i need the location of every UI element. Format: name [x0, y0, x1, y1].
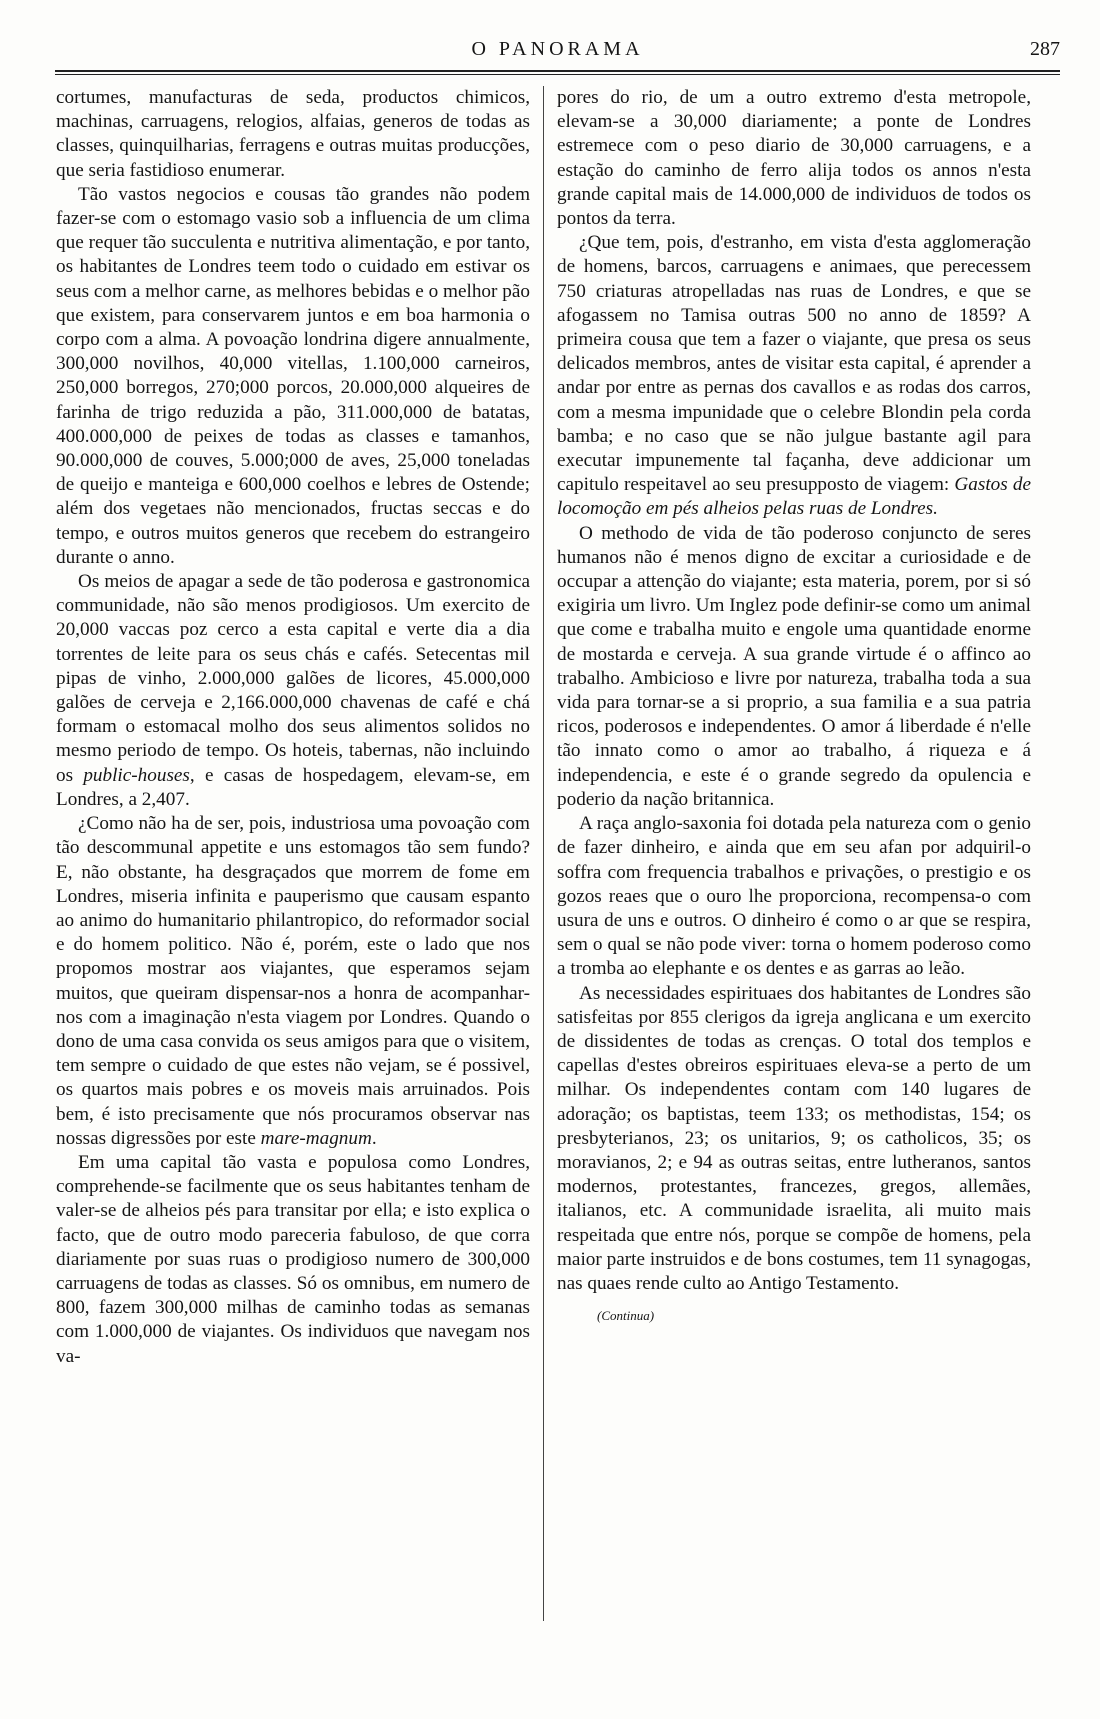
paragraph: A raça anglo-saxonia foi dotada pela natureza com o genio de fazer dinheiro, e ainda que em seu afan por adquiril-o soffra com frequencia trabalhos e privações, o prestigio e os gozos reaes que o ouro lhe proporciona, recompensa-o com usura de uns e outros. O dinheiro é como o ar que se respira, sem o qual se não pode viver: torna o homem poderoso como a tromba ao elephante e os dentes e as garras ao leão. — [557, 813, 1031, 980]
paragraph — [56, 570, 530, 812]
paragraph-text: ¿Que tem, pois, d'estranho, em vista d'esta agglomeração de homens, barcos, carruagens e animaes, que perecessem 750 criaturas atropelladas nas ruas de Londres, e que se afogassem no Tamisa outras 500 no anno de 1859? A primeira cousa que tem a fazer o viajante, que presa os seus delicados membros, antes de visitar esta capital, é aprender a andar por entre as pernas dos cavallos e as rodas dos carros, com a mesma impunidade que o celebre Blondin pela corda bamba; e no caso que se não julgue bastante agil para executar impunemente tal façanha, deve addicionar um capitulo respeitavel ao seu presupposto de viagem: — [557, 232, 1031, 496]
header-rule-thick — [55, 70, 1060, 72]
page-number: 287 — [1030, 38, 1060, 60]
journal-title: O PANORAMA — [471, 38, 644, 60]
paragraph-text: , e casas de hospedagem, elevam-se, em Londres, a 2,407. — [56, 764, 531, 810]
header-rule-thin — [55, 74, 1060, 75]
italic-term: public-houses — [83, 764, 190, 786]
paragraph: Em uma capital tão vasta e populosa como Londres, comprehende-se facilmente que os seus habitantes tenham de valer-se de alheios pés para transitar por ella; e isto explica o facto, que de outro modo pareceria fabuloso, de que corra diariamente por suas ruas o prodigioso numero de 300,000 carruagens de todas as classes. Só os omnibus, em numero de 800, fazem 300,000 milhas de caminho todas as semanas com 1.000,000 de viajantes. Os individuos que navegam nos va- — [56, 1151, 530, 1367]
paragraph — [56, 812, 530, 1151]
paragraph: O methodo de vida de tão poderoso conjuncto de seres humanos não é menos digno de excitar a curiosidade e de occupar a attenção do viajante; esta materia, porem, por si só exigiria um livro. Um Inglez pode definir-se como um animal que come e trabalha muito e engole uma quantidade enorme de mostarda e cerveja. A sua grande virtude é o affinco ao trabalho. Ambicioso e livre por natureza, trabalha toda a sua vida para tornar-se a si proprio, a sua familia e a sua patria ricos, poderosos e independentes. O amor á liberdade é n'elle tão innato como o amor ao trabalho, á riqueza e á independencia, e este é o grande segredo da opulencia e poderio da nação britannica. — [557, 522, 1031, 810]
paragraph-text: ¿Como não ha de ser, pois, industriosa uma povoação com tão descommunal appetite e uns estomagos tão sem fundo? E, não obstante, ha desgraçados que morrem de fome em Londres, miseria infinita e pauperismo que causam espanto ao animo do humanitario philantropico, do reformador social e do homem politico. Não é, porém, este o lado que nos propomos mostrar aos viajantes, que esperamos sejam muitos, que queiram dispensar-nos a honra de acompanhar-nos com a imaginação n'esta viagem por Londres. Quando o dono de uma casa convida os seus amigos para que o visitem, tem sempre o cuidado de que estes não vejam, se é possivel, os quartos mais pobres e os moveis mais arruinados. Pois bem, é isto precisamente que nós procuramos observar nas nossas digressões por este — [56, 813, 530, 1149]
paragraph: As necessidades espirituaes dos habitantes de Londres são satisfeitas por 855 clerigos da igreja anglicana e um exercito de dissidentes de todas as crenças. O total dos templos e capellas d'estes obreiros espirituaes eleva-se a perto de um milhar. Os independentes contam com 140 lugares de adoração; os baptistas, teem 133; os methodistas, 154; os presbyterianos, 23; os unitarios, 9; os catholicos, 35; os moravianos, 2; e 94 as outras seitas, entre lutheranos, santos modernos, protestantes, francezes, gregos, allemães, italianos, etc. A communidade israelita, ali muito mais respeitada que entre nós, porque se compõe de homens, pela maior parte instruidos e de bons costumes, tem 11 synagogas, nas quaes rende culto ao Antigo Testamento. — [557, 982, 1031, 1294]
right-column — [557, 86, 1031, 1328]
italic-term: mare-magnum — [260, 1127, 372, 1149]
page-header — [55, 38, 1060, 78]
paragraph: Tão vastos negocios e cousas tão grandes não podem fazer-se com o estomago vasio sob a influencia de um clima que requer tão succulenta e nutritiva alimentação, e por tanto, os habitantes de Londres teem todo o cuidado em estivar os seus com a melhor carne, as melhores bebidas e o melhor pão que existem, para conservarem juntos e em boa harmonia o corpo com a alma. A povoação londrina digere annualmente, 300,000 novilhos, 40,000 vitellas, 1.100,000 carneiros, 250,000 borregos, 270;000 porcos, 20.000,000 alqueires de farinha de trigo reduzida a pão, 311.000,000 de batatas, 400.000,000 de peixes de todas as classes e tamanhos, 90.000,000 de couves, 5.000;000 de aves, 25,000 toneladas de queijo e manteiga e 600,000 coelhos e lebres de Ostende; além dos vegetaes não mencionados, fructas seccas e do tempo, e outros muitos generos que recebem do estrangeiro durante o anno. — [56, 183, 530, 568]
paragraph-text: . — [371, 1127, 377, 1149]
left-column — [56, 86, 530, 1369]
column-divider — [543, 86, 544, 1621]
paragraph: cortumes, manufacturas de seda, productos chimicos, machinas, carruagens, relogios, alfaias, generos de todas as classes, quinquilharias, ferragens e outras muitas producções, que seria fastidioso enumerar. — [56, 87, 530, 181]
continua-note: (Continua) — [597, 1308, 655, 1324]
italic-term: Gastos de locomoção em pés alheios pelas ruas de Londres. — [557, 474, 1032, 520]
paragraph: pores do rio, de um a outro extremo d'esta metropole, elevam-se a 30,000 diariamente; a ponte de Londres estremece com o peso diario de 30,000 carruagens, e a estação do caminho de ferro alija todos os annos n'esta grande capital mais de 14.000,000 de individuos de todos os pontos da terra. — [557, 87, 1031, 230]
paragraph-text: Os meios de apagar a sede de tão poderosa e gastronomica communidade, não são menos prodigiosos. Um exercito de 20,000 vaccas poz cerco a esta capital e verte dia a dia torrentes de leite para os seus chás e cafés. Setecentas mil pipas de vinho, 2.000,000 galões de licores, 45.000,000 galões de cerveja e 2,166.000,000 chavenas de café e chá formam o estomacal molho dos seus alimentos solidos no mesmo periodo de tempo. Os hoteis, tabernas, não incluindo os — [56, 571, 530, 786]
paragraph — [557, 231, 1031, 521]
